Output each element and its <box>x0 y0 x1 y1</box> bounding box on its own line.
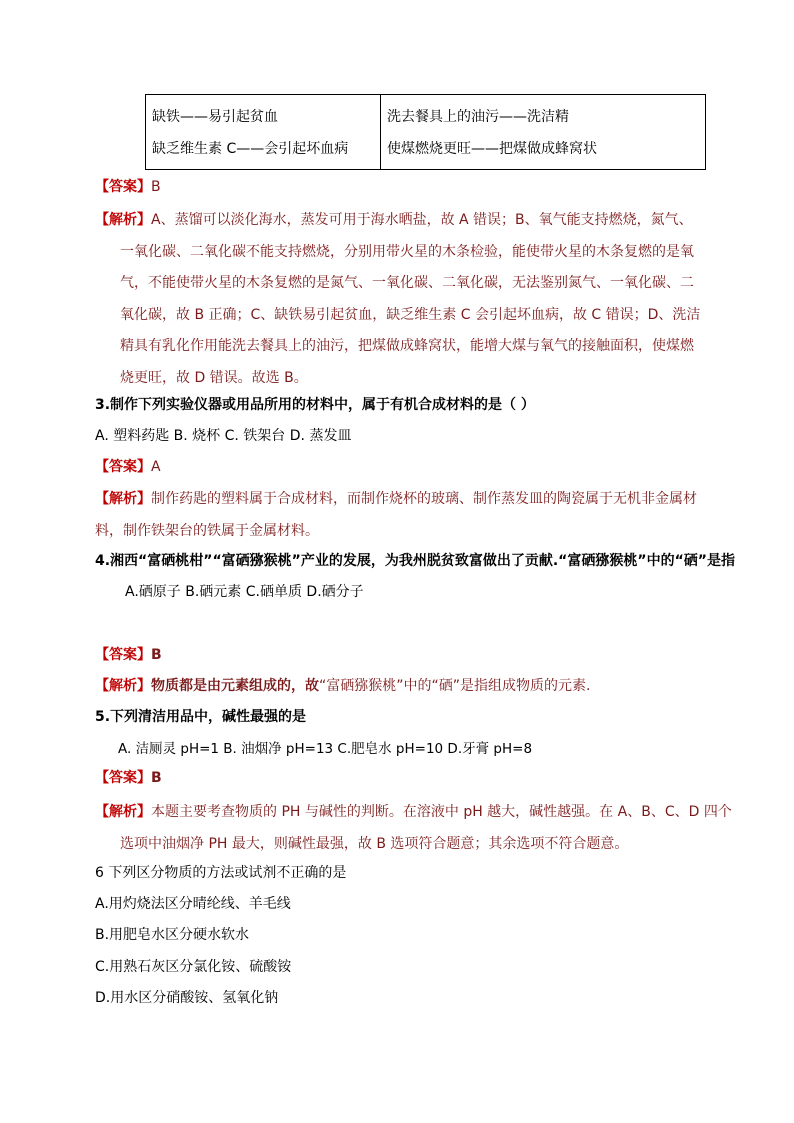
analysis-tag: 【解析】 <box>95 212 151 228</box>
answer-value: B <box>151 770 162 786</box>
q5-question: 5.下列清洁用品中，碱性最强的是 <box>95 709 307 725</box>
analysis-line: 一氧化碳、二氧化碳不能支持燃烧，分别用带火星的木条检验，能使带火星的木条复燃的是氧 <box>120 243 694 260</box>
q6-question: 6 下列区分物质的方法或试剂不正确的是 <box>95 865 347 881</box>
q5-answer <box>95 767 162 787</box>
q6-option-c: C.用熟石灰区分氯化铵、硫酸铵 <box>95 959 292 975</box>
q3-options: A. 塑料药匙 B. 烧杯 C. 铁架台 D. 蒸发皿 <box>95 428 352 444</box>
q5-options: A. 洁厕灵 pH=1 B. 油烟净 pH=13 C.肥皂水 pH=10 D.牙膏 pH=8 <box>118 741 533 757</box>
analysis-line: A、蒸馏可以淡化海水，蒸发可用于海水晒盐，故 A 错误；B、氧气能支持燃烧，氮气、 <box>151 212 693 228</box>
analysis-line: 制作药匙的塑料属于合成材料，而制作烧杯的玻璃、制作蒸发皿的陶瓷属于无机非金属材 <box>151 491 697 507</box>
q6-option-b: B.用肥皂水区分硬水软水 <box>95 927 250 943</box>
analysis-line: 气，不能使带火星的木条复燃的是氮气、一氧化碳、二氧化碳，无法鉴别氮气、一氧化碳、二 <box>120 275 694 291</box>
q6-option-d: D.用水区分硝酸铵、氢氧化钠 <box>95 990 279 1006</box>
analysis-tag: 【解析】 <box>95 804 151 820</box>
q4-options: A.硒原子 B.硒元素 C.硒单质 D.硒分子 <box>125 584 364 600</box>
q4-answer <box>95 644 162 664</box>
answer-tag: 【答案】 <box>95 770 151 786</box>
analysis-tag: 【解析】 <box>95 491 151 507</box>
q2-analysis <box>95 205 710 394</box>
analysis-line: 选项中油烟净 PH 最大，则碱性最强，故 B 选项符合题意；其余选项不符合题意。 <box>120 835 629 852</box>
analysis-line: 料，制作铁架台的铁属于金属材料。 <box>95 522 319 539</box>
analysis-line: 精具有乳化作用能洗去餐具上的油污，把煤做成蜂窝状，能增大煤与氧气的接触面积，使煤燃 <box>120 338 694 354</box>
analysis-line: 烧更旺，故 D 错误。故选 B。 <box>120 369 308 386</box>
answer-value: A <box>151 459 161 475</box>
analysis-rest: “富硒猕猴桃”中的“硒”是指组成物质的元素. <box>319 678 591 694</box>
q4-analysis <box>95 675 590 695</box>
answer-value: B <box>151 179 161 195</box>
comparison-table <box>145 94 706 170</box>
table-line: 使煤燃烧更旺——把煤做成蜂窝状 <box>387 141 597 157</box>
answer-tag: 【答案】 <box>95 179 151 195</box>
q3-analysis <box>95 484 710 547</box>
answer-value: B <box>151 647 162 663</box>
q4-question: 4.湘西“富硒桃柑”“富硒猕猴桃”产业的发展，为我州脱贫致富做出了贡献.“富硒猕猴桃”中的“硒”是指 <box>95 553 735 569</box>
answer-tag: 【答案】 <box>95 459 151 475</box>
q3-answer <box>95 456 161 476</box>
table-cell-left <box>146 95 381 170</box>
q5-analysis <box>95 797 732 860</box>
analysis-tag: 【解析】 <box>95 678 151 694</box>
table-line: 缺铁——易引起贫血 <box>152 109 278 125</box>
table-line: 洗去餐具上的油污——洗洁精 <box>387 109 569 125</box>
q3-question: 3.制作下列实验仪器或用品所用的材料中，属于有机合成材料的是（ ） <box>95 397 535 413</box>
q6-option-a: A.用灼烧法区分晴纶线、羊毛线 <box>95 896 291 912</box>
answer-tag: 【答案】 <box>95 647 151 663</box>
table-line: 缺乏维生素 C——会引起坏血病 <box>152 141 349 157</box>
analysis-bold: 物质都是由元素组成的，故 <box>151 678 319 694</box>
analysis-line: 本题主要考查物质的 PH 与碱性的判断。在溶液中 pH 越大，碱性越强。在 A、B、C、D 四个 <box>151 804 732 820</box>
analysis-line: 氧化碳，故 B 正确；C、缺铁易引起贫血，缺乏维生素 C 会引起坏血病，故 C 错误；D、洗洁 <box>120 306 701 323</box>
table-cell-right <box>381 95 706 170</box>
q2-answer <box>95 176 161 196</box>
